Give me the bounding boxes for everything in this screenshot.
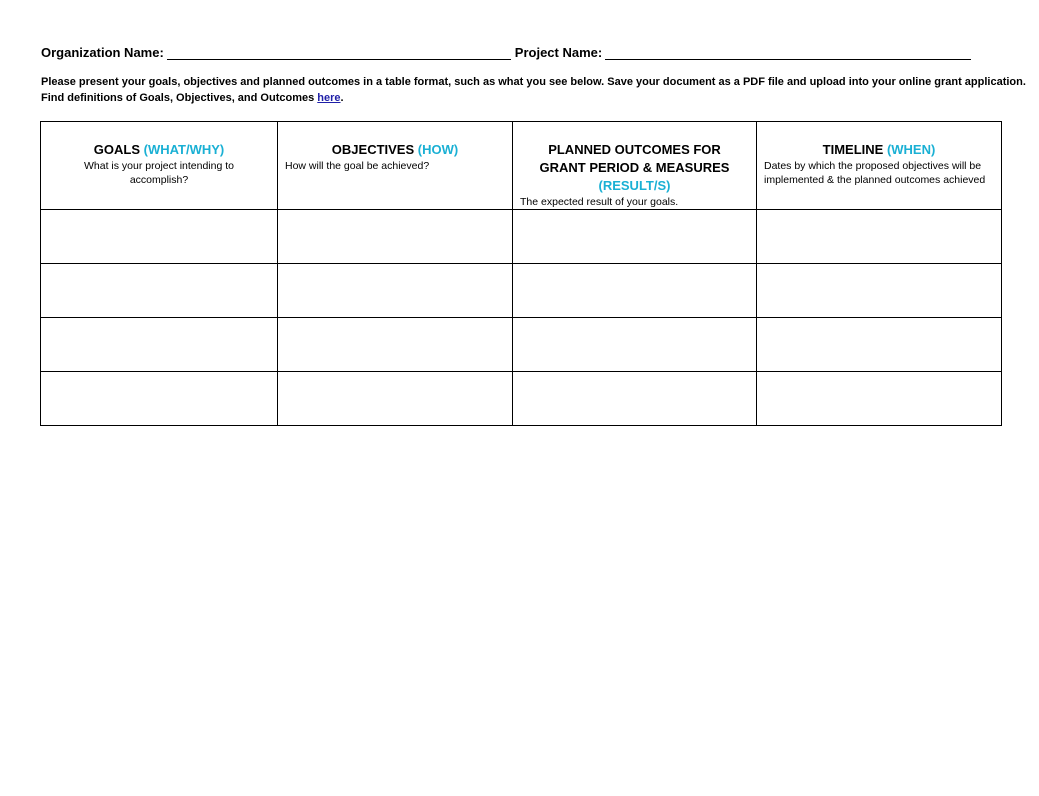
goals-objectives-table [40,121,1002,426]
table-header-row [41,122,1002,210]
timeline-cell[interactable] [757,210,1002,264]
objectives-description: How will the goal be achieved? [285,160,430,172]
objectives-header [278,122,513,210]
goals-title [41,141,277,159]
timeline-title [757,141,1001,159]
objective-cell[interactable] [278,264,513,318]
outcome-cell[interactable] [513,264,757,318]
outcomes-description: The expected result of your goals. [520,196,679,208]
header-fields [41,40,981,60]
objectives-title-text: OBJECTIVES [331,142,418,157]
table-row [41,372,1002,426]
timeline-header [757,122,1002,210]
timeline-cell[interactable] [757,372,1002,426]
outcome-cell[interactable] [513,372,757,426]
goal-cell[interactable] [41,318,278,372]
goals-title-text: GOALS [93,142,144,157]
project-name-label: Project Name: [514,45,603,60]
table-row [41,210,1002,264]
goal-cell[interactable] [41,210,278,264]
goals-header [41,122,278,210]
table-row [41,264,1002,318]
timeline-cell[interactable] [757,318,1002,372]
instructions-line-2-end: . [340,92,344,104]
objectives-title [278,141,512,159]
objective-cell[interactable] [278,318,513,372]
project-name-field[interactable] [605,45,971,60]
timeline-description: Dates by which the proposed objectives will be implemented & the planned outcomes achieved [764,160,986,186]
outcomes-title-accent: (RESULT/S) [598,178,671,193]
goals-title-accent: (WHAT/WHY) [143,142,225,157]
instructions [41,74,1026,106]
objective-cell[interactable] [278,210,513,264]
objective-cell[interactable] [278,372,513,426]
goal-cell[interactable] [41,264,278,318]
timeline-title-text: TIMELINE [822,142,887,157]
timeline-title-accent: (WHEN) [886,142,936,157]
goal-cell[interactable] [41,372,278,426]
instructions-line-1: Please present your goals, objectives and planned outcomes in a table format, such as what you see below. Save your document as a PDF file and upload into your online grant application. [41,76,1026,88]
outcomes-header [513,122,757,210]
outcomes-title-text: PLANNED OUTCOMES FOR GRANT PERIOD & MEASURES [539,142,730,175]
instructions-line-2-text: Find definitions of Goals, Objectives, and Outcomes [41,92,318,104]
outcome-cell[interactable] [513,318,757,372]
organization-name-field[interactable] [167,45,511,60]
timeline-cell[interactable] [757,264,1002,318]
definitions-link[interactable]: here [317,92,341,104]
objectives-title-accent: (HOW) [417,142,459,157]
table-row [41,318,1002,372]
goals-description: What is your project intending to accomplish? [84,160,234,186]
instructions-line-2 [41,90,1001,106]
outcomes-title [513,141,756,195]
organization-name-label: Organization Name: [41,45,164,60]
outcome-cell[interactable] [513,210,757,264]
